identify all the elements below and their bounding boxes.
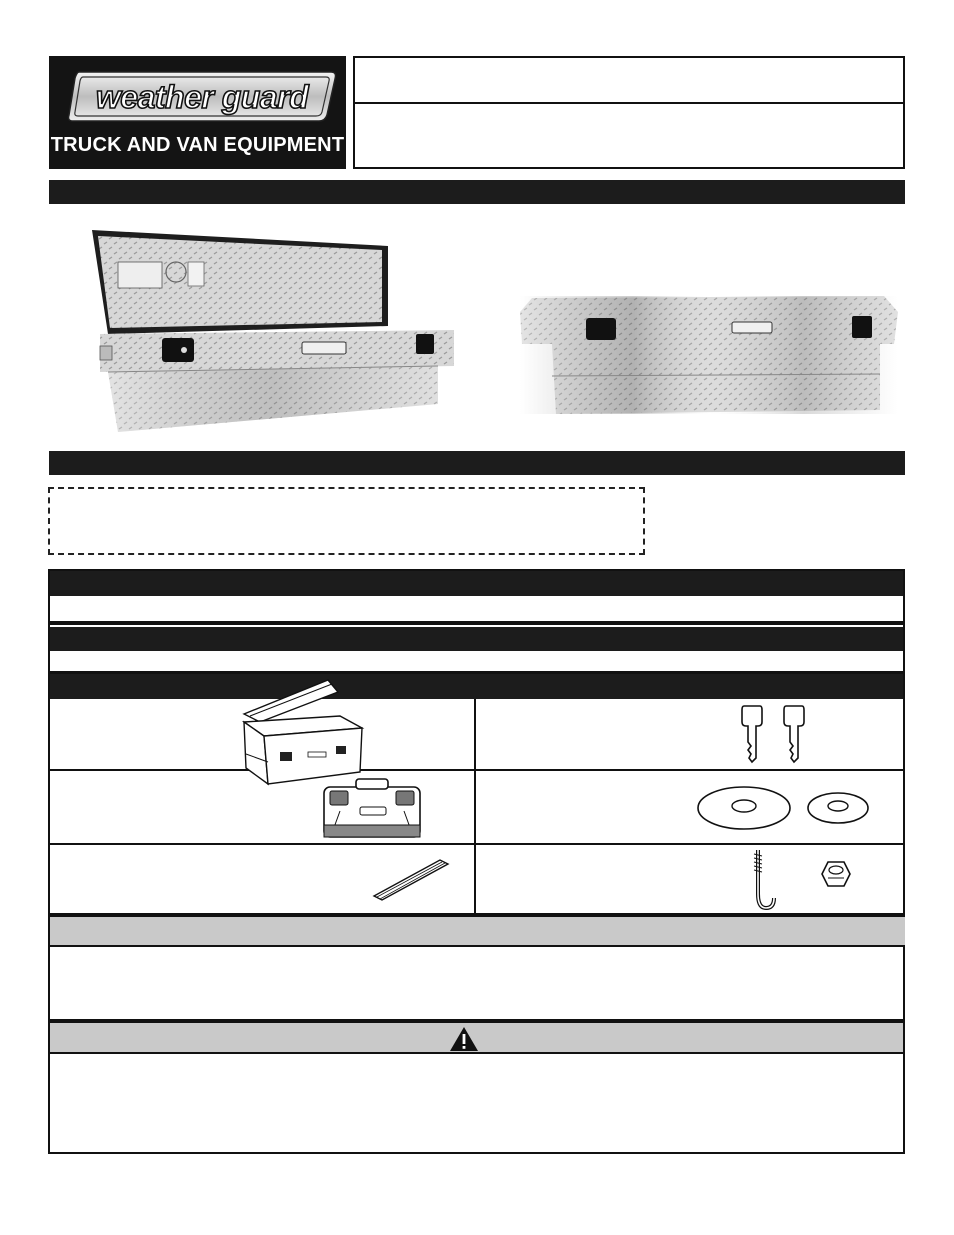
logo-wordmark: weather guard bbox=[95, 79, 309, 115]
title-box bbox=[353, 56, 905, 169]
parts-table bbox=[48, 672, 905, 915]
parts-column-divider bbox=[474, 699, 476, 915]
parts-table-header bbox=[50, 674, 903, 699]
parts-row-divider bbox=[50, 769, 903, 771]
tagline: TRUCK AND VAN EQUIPMENT bbox=[50, 134, 345, 156]
parts-row-divider bbox=[50, 843, 903, 845]
warning-header bbox=[50, 1023, 903, 1054]
gray-section bbox=[48, 915, 905, 1021]
brand-logo-block bbox=[49, 56, 346, 169]
washer-icon bbox=[696, 784, 880, 832]
section-block-2-header bbox=[50, 627, 903, 651]
note-box bbox=[48, 487, 645, 555]
tote-tray-lineart bbox=[320, 777, 424, 841]
section-bar-product bbox=[49, 180, 905, 204]
toolbox-closed-photo bbox=[518, 292, 900, 416]
j-bolt-icon bbox=[748, 848, 778, 914]
key-icon bbox=[738, 704, 808, 764]
title-divider bbox=[355, 102, 903, 104]
lock-nut-icon bbox=[820, 858, 852, 890]
warning-triangle-icon bbox=[449, 1026, 479, 1052]
gasket-strip-lineart bbox=[370, 856, 450, 904]
section-block-1 bbox=[48, 569, 905, 623]
weather-guard-logo bbox=[65, 70, 339, 123]
warning-section bbox=[48, 1021, 905, 1154]
gray-section-header bbox=[50, 915, 905, 947]
section-bar-notes bbox=[49, 451, 905, 475]
section-block-2 bbox=[48, 623, 905, 673]
toolbox-open-photo bbox=[88, 226, 460, 436]
section-block-1-header bbox=[50, 571, 903, 596]
